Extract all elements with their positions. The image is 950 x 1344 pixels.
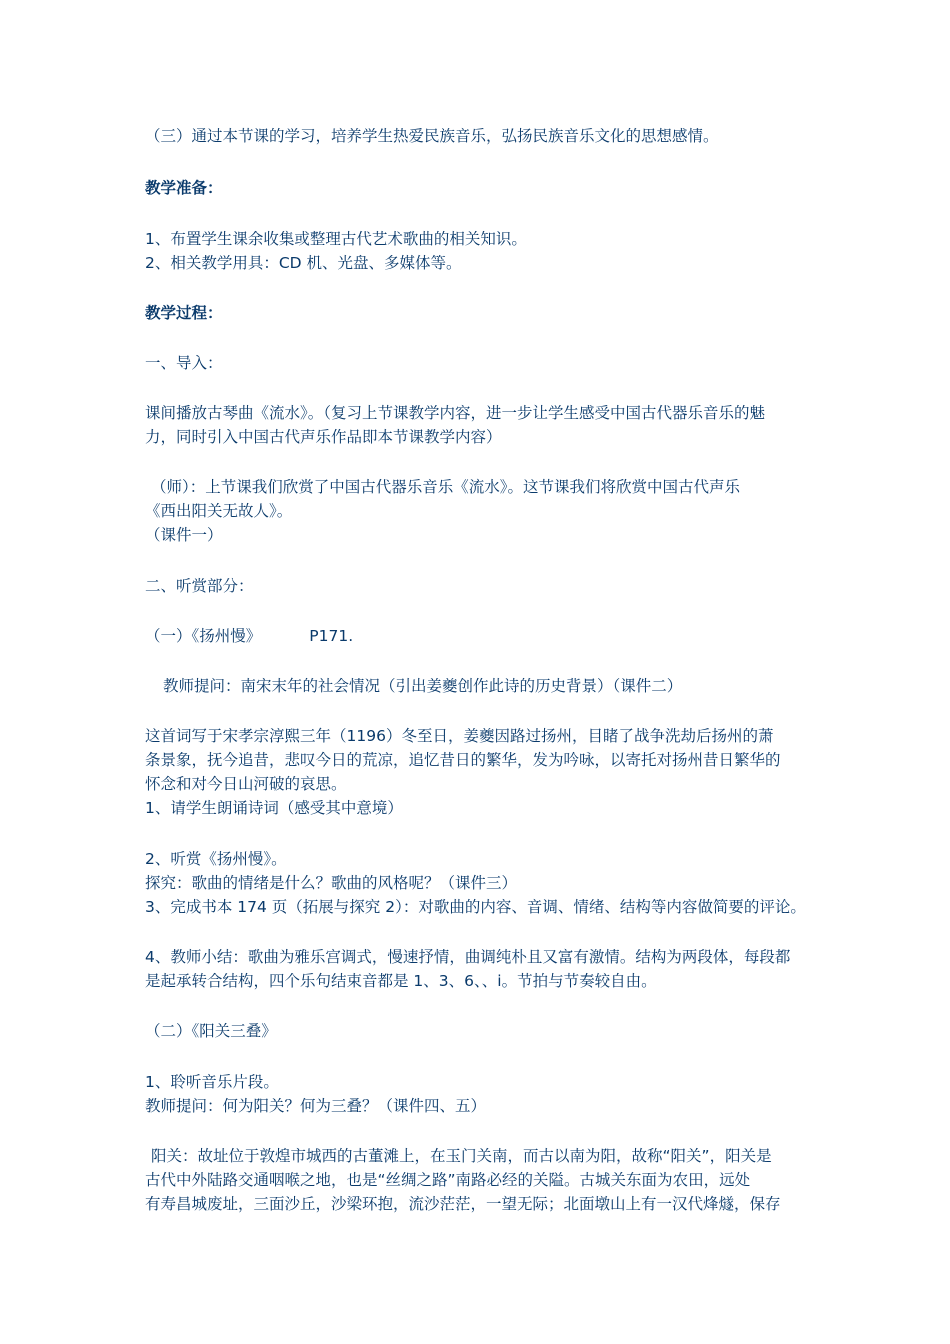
- heading-teaching-preparation: 教学准备：: [145, 179, 223, 197]
- page-reference: P171.: [309, 627, 354, 645]
- step-explore-question: 探究：歌曲的情绪是什么？歌曲的风格呢？（课件三）: [145, 874, 518, 892]
- heading-teaching-process: 教学过程：: [145, 304, 223, 322]
- teacher-question-yangguan: 教师提问：何为阳关？何为三叠？（课件四、五）: [145, 1097, 487, 1115]
- teacher-line-1: （师）：上节课我们欣赏了中国古代器乐音乐《流水》。这节课我们将欣赏中国古代声乐: [151, 478, 741, 496]
- teacher-summary-line-1: 4、教师小结：歌曲为雅乐宫调式，慢速抒情，曲调纯朴且又富有激情。结构为两段体，每段都: [145, 948, 791, 966]
- step-listen-fragment: 1、聆听音乐片段。: [145, 1073, 279, 1091]
- preparation-item-1: 1、布置学生课余收集或整理古代艺术歌曲的相关知识。: [145, 230, 527, 248]
- teacher-summary-line-2: 是起承转合结构，四个乐句结束音都是 1、3、6、、i。节拍与节奏较自由。: [145, 972, 657, 990]
- courseware-one: （课件一）: [145, 526, 223, 544]
- intro-paragraph-line-2: 力，同时引入中国古代声乐作品即本节课教学内容）: [145, 428, 502, 446]
- yangguan-description-line-2: 古代中外陆路交通咽喉之地，也是“丝绸之路”南路必经的关隘。古城关东面为农田，远处: [145, 1171, 751, 1189]
- yangguan-description-line-3: 有寿昌城废址，三面沙丘，沙梁环抱，流沙茫茫，一望无际；北面墩山上有一汉代烽燧，保存: [145, 1195, 781, 1213]
- poem-background-line-2: 条景象，抚今追昔，悲叹今日的荒凉，追忆昔日的繁华，发为吟咏，以寄托对扬州昔日繁华的: [145, 751, 781, 769]
- yangguan-description-line-1: 阳关：故址位于敦煌市城西的古董滩上，在玉门关南，而古以南为阳，故称“阳关”，阳关是: [151, 1147, 772, 1165]
- preparation-item-2: 2、相关教学用具：CD 机、光盘、多媒体等。: [145, 254, 462, 272]
- objective-three: （三）通过本节课的学习，培养学生热爱民族音乐，弘扬民族音乐文化的思想感情。: [145, 127, 719, 145]
- step-complete-textbook: 3、完成书本 174 页（拓展与探究 2）：对歌曲的内容、音调、情绪、结构等内容做简要的评论。: [145, 898, 806, 916]
- section-listening-heading: 二、听赏部分：: [145, 577, 254, 595]
- subsection-yangzhouman: [145, 626, 353, 646]
- teacher-question-background: 教师提问：南宋末年的社会情况（引出姜夔创作此诗的历史背景）（课件二）: [163, 677, 683, 695]
- subsection-yangzhouman-title: （一）《扬州慢》: [145, 627, 262, 645]
- step-recite-poem: 1、请学生朗诵诗词（感受其中意境）: [145, 799, 403, 817]
- subsection-yangguan-sandie: （二）《阳关三叠》: [145, 1022, 277, 1040]
- poem-background-line-3: 怀念和对今日山河破的哀思。: [145, 775, 347, 793]
- step-listen-yangzhouman: 2、听赏《扬州慢》。: [145, 850, 287, 868]
- teacher-line-2: 《西出阳关无故人》。: [145, 502, 293, 520]
- poem-background-line-1: 这首词写于宋孝宗淳熙三年（1196）冬至日，姜夔因路过扬州，目睹了战争洗劫后扬州的萧: [145, 727, 774, 745]
- section-intro-heading: 一、导入：: [145, 354, 223, 372]
- intro-paragraph-line-1: 课间播放古琴曲《流水》。（复习上节课教学内容，进一步让学生感受中国古代器乐音乐的魅: [145, 404, 766, 422]
